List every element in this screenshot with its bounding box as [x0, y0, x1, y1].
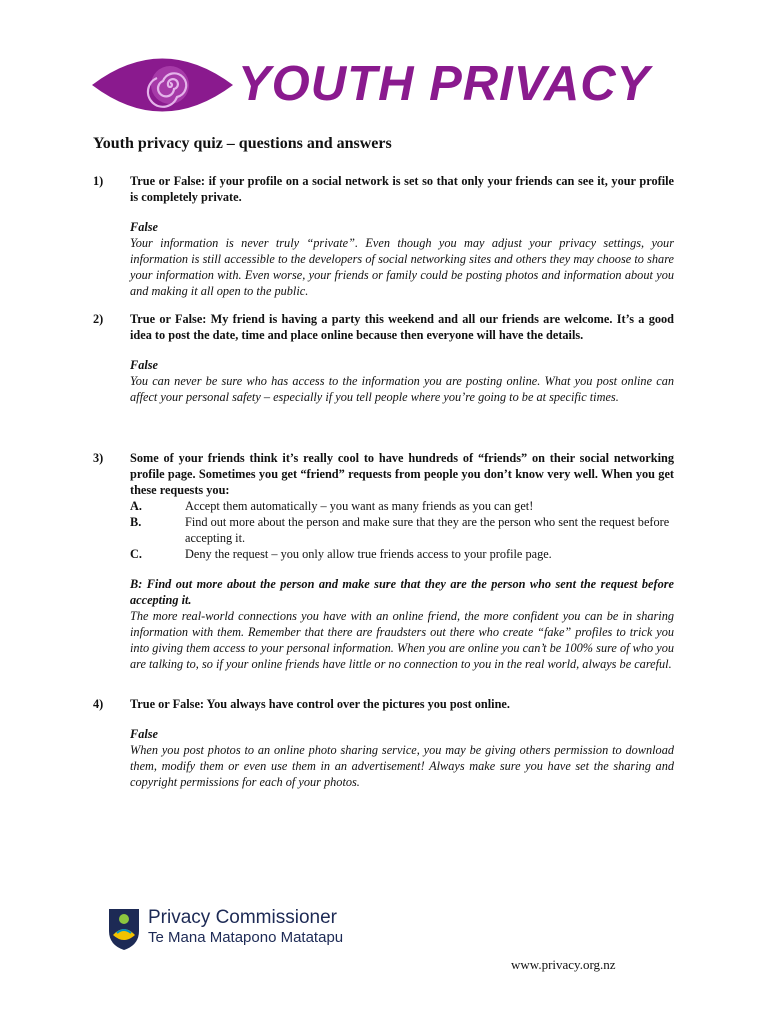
eye-spiral-icon [90, 50, 235, 120]
answer-block [130, 357, 674, 405]
question-text: Some of your friends think it’s really cool to have hundreds of “friends” on their social networking profile page. Sometimes you get “friend” requests from people you don’t know very well. When you get these requests you: [130, 451, 674, 497]
question-text: True or False: My friend is having a party this weekend and all our friends are welcome. It’s a good idea to post the date, time and place online because then everyone will have the details. [130, 312, 674, 342]
option-text: Find out more about the person and make sure that they are the person who sent the request before accepting it. [185, 515, 670, 545]
option-a [130, 498, 674, 514]
org-name: Privacy Commissioner [148, 907, 337, 928]
answer-block [130, 219, 674, 299]
option-letter: C. [130, 547, 142, 561]
question-4 [93, 696, 674, 790]
option-text: Accept them automatically – you want as many friends as you can get! [185, 499, 534, 513]
option-c [130, 546, 674, 562]
question-3 [93, 450, 674, 672]
page-title: Youth privacy quiz – questions and answers [93, 135, 392, 152]
website-url[interactable]: www.privacy.org.nz [511, 957, 616, 972]
answer-verdict: False [130, 358, 159, 372]
answer-verdict: B: Find out more about the person and make sure that they are the person who sent the request before accepting it. [130, 577, 674, 607]
options-list [130, 498, 674, 562]
answer-verdict: False [130, 220, 159, 234]
org-text [148, 907, 343, 947]
privacy-commissioner-logo [106, 905, 346, 955]
org-maori-name: Te Mana Matapono Matatapu [148, 929, 344, 946]
answer-block [130, 726, 674, 790]
privacy-commissioner-logo-icon [106, 905, 142, 951]
option-b [130, 514, 674, 546]
question-number: 2) [93, 312, 104, 326]
question-text: True or False: You always have control over the pictures you post online. [130, 697, 510, 711]
brand-wordmark: YOUTH PRIVACY [238, 57, 651, 111]
option-letter: A. [130, 499, 142, 513]
answer-block [130, 576, 674, 672]
header [90, 50, 680, 120]
question-text: True or False: if your profile on a social network is set so that only your friends can see it, your profile is completely private. [130, 174, 674, 204]
answer-explanation: Your information is never truly “private”. Even though you may adjust your privacy settings, your information is still accessible to the developers of social networking sites and others they may choose to share your information with. Even worse, your friends or family could be posting photos and information about you and making it all open to the public. [130, 236, 674, 298]
question-number: 4) [93, 697, 104, 711]
answer-explanation: You can never be sure who has access to the information you are posting online. What you post online can affect your personal safety – especially if you tell people where you’re going to be at specific times. [130, 374, 674, 404]
question-2 [93, 311, 674, 405]
question-number: 1) [93, 174, 104, 188]
answer-verdict: False [130, 727, 159, 741]
answer-explanation: The more real-world connections you have with an online friend, the more confident you can be in sharing information with them. Remember that there are fraudsters out there who create “fake” profiles to trick you into giving them access to your personal information. When you are online you can’t be 100% sure of who you are talking to, so if your online friends have little or no connection to you in the real world, always be careful. [130, 609, 674, 671]
question-number: 3) [93, 451, 104, 465]
answer-explanation: When you post photos to an online photo sharing service, you may be giving others permission to download them, modify them or even use them in an advertisement! Always make sure you have set the sharing and copyright permissions for each of your photos. [130, 743, 674, 789]
option-text: Deny the request – you only allow true friends access to your profile page. [185, 547, 552, 561]
option-letter: B. [130, 515, 142, 529]
question-1 [93, 173, 674, 299]
